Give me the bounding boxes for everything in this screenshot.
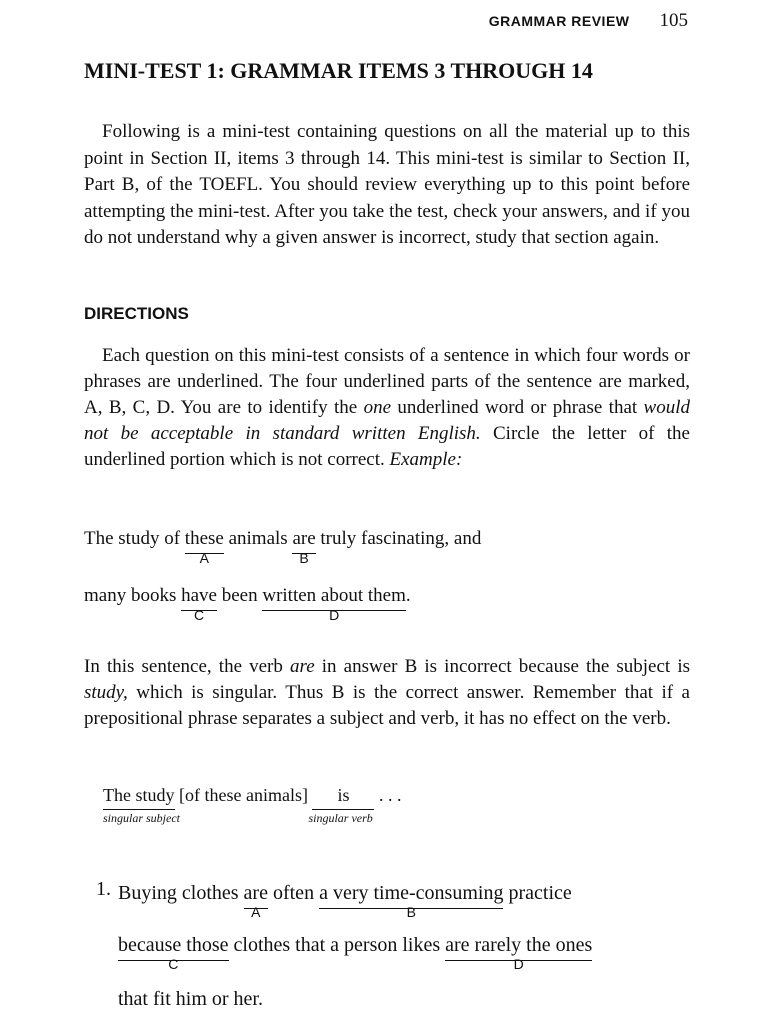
page-number: 105 — [659, 10, 688, 31]
example-underline-d — [262, 585, 406, 623]
question-1-line-3: that fit him or her. — [118, 988, 263, 1010]
diagram-subject — [103, 785, 180, 825]
directions-text-2: underlined word or phrase that — [391, 397, 644, 418]
question-number: 1. — [96, 878, 111, 900]
example-text: The study of — [84, 528, 185, 549]
running-header-title: GRAMMAR REVIEW — [488, 13, 630, 29]
diagram-subject-label: singular subject — [103, 811, 180, 825]
question-underline-a — [243, 882, 268, 920]
diagram-ellipsis: . . . — [374, 785, 402, 805]
explanation-text-2: in answer B is incorrect because the subject is — [314, 656, 690, 677]
example-underline-a — [184, 528, 224, 566]
example-text: been — [216, 585, 263, 606]
explanation-emphasis-1: are — [290, 656, 315, 677]
question-1-line-1 — [118, 882, 572, 920]
example-underline-c — [181, 585, 217, 623]
directions-heading: DIRECTIONS — [84, 304, 189, 323]
running-header — [489, 10, 688, 32]
diagram-phrase: [of these animals] — [174, 785, 313, 805]
directions-emphasis-2: would not be acceptable in standard written English. — [84, 397, 690, 444]
answer-label-b: B — [406, 904, 416, 920]
example-text: animals — [223, 528, 293, 549]
question-underline-d — [445, 934, 593, 972]
question-text: Buying clothes — [118, 882, 244, 904]
answer-label-d: D — [329, 607, 340, 623]
directions-emphasis-1: one — [363, 397, 392, 418]
diagram-verb-text: is — [337, 785, 350, 805]
example-underline-b — [292, 528, 316, 566]
directions-emphasis-3: Example: — [389, 449, 463, 470]
answer-label-b: B — [299, 550, 309, 566]
answer-label-c: C — [193, 607, 205, 623]
example-underline-text: written about them — [262, 585, 406, 606]
diagram-subject-text: The study — [103, 785, 175, 805]
question-underline-text: a very time-consuming — [319, 882, 504, 904]
directions-text-3: Circle the letter of the underlined portion which is not correct. — [84, 423, 690, 470]
question-text: practice — [503, 882, 572, 904]
example-underline-text: have — [181, 585, 217, 606]
question-text: clothes that a person likes — [228, 934, 446, 956]
directions-text-1: Each question on this mini-test consists of a sentence in which four words or phrases are underlined. The four underlined parts of the sentence are marked, A, B, C, D. You are to identify the — [84, 345, 690, 418]
question-underline-c — [118, 934, 229, 972]
question-underline-text: are — [243, 882, 268, 904]
question-underline-text: because those — [118, 934, 229, 956]
example-underline-text: are — [292, 528, 316, 549]
diagram-verb — [308, 785, 374, 825]
explanation-text-1: In this sentence, the verb — [84, 656, 291, 677]
directions-paragraph — [84, 343, 690, 473]
explanation-emphasis-2: study, — [84, 682, 128, 703]
question-1-line-2 — [118, 934, 593, 972]
example-line-1 — [84, 528, 482, 566]
example-text: . — [405, 585, 411, 606]
answer-label-a: A — [251, 904, 261, 920]
example-underline-text: these — [184, 528, 224, 549]
question-underline-b — [319, 882, 504, 920]
explanation-paragraph — [84, 654, 690, 732]
page-title: MINI-TEST 1: GRAMMAR ITEMS 3 THROUGH 14 — [84, 58, 593, 83]
diagram-verb-label: singular verb — [308, 811, 373, 825]
example-line-2 — [84, 585, 411, 623]
subject-verb-diagram — [103, 785, 402, 825]
example-text: truly fascinating, and — [315, 528, 482, 549]
answer-label-c: C — [168, 956, 179, 972]
question-text: often — [267, 882, 320, 904]
answer-label-a: A — [199, 550, 209, 566]
example-text: many books — [84, 585, 182, 606]
intro-paragraph: Following is a mini-test containing questions on all the material up to this point in Section II, items 3 through 14. This mini-test is similar to Section II, Part B, of the TOEFL. You should review everything up to this point before attempting the mini-test. After you take the test, check your answers, and if you do not understand why a given answer is incorrect, study that section again. — [84, 121, 690, 248]
explanation-text-3: which is singular. Thus B is the correct answer. Remember that if a prepositional phrase separates a subject and verb, it has no effect on the verb. — [84, 682, 690, 729]
answer-label-d: D — [513, 956, 524, 972]
question-underline-text: are rarely the ones — [445, 934, 593, 956]
